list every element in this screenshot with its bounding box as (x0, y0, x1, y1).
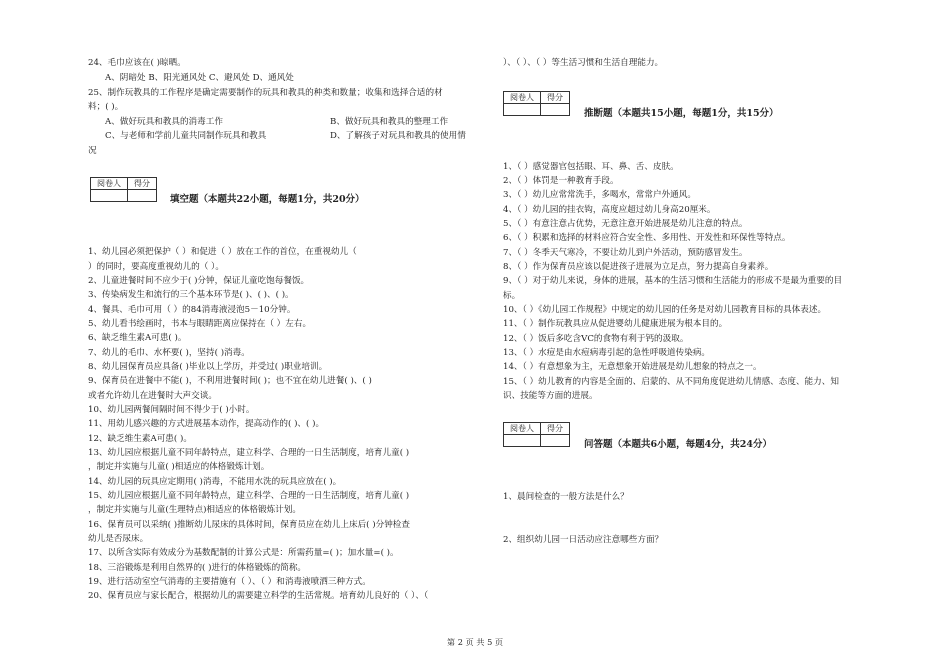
fill-line-14: 12、缺乏维生素A可患( )。 (88, 434, 192, 444)
judge-line-9: 9、（ ）对于幼儿来说，身体的进展，基本的生活习惯和生活能力的形成不是最为重要的目 (503, 276, 843, 286)
question-25-stem: 25、制作玩教具的工作程序是确定需要制作的玩具和教具的种类和数量；收集和选择合适的材 (88, 88, 443, 98)
fill-line-13: 11、用幼儿感兴趣的方式进展基本动作，提高动作的( )、( )。 (88, 419, 325, 429)
score-reviewer-cell (91, 190, 128, 202)
score-points-label: 得分 (541, 423, 570, 435)
judge-line-11: 11、（ ）制作玩教具应从促进婴幼儿健康进展为根本目的。 (503, 319, 728, 329)
fill-line-19: ，制定并实施与儿童(生理特点)相适应的体格锻炼计划。 (88, 505, 301, 515)
score-box-fill (90, 177, 157, 202)
judge-line-2: 2、（ ）体罚是一种教育手段。 (503, 176, 619, 186)
judge-line-1: 1、（ ）感觉器官包括眼、耳、鼻、舌、皮肤。 (503, 162, 679, 172)
score-points-label: 得分 (128, 178, 157, 190)
fill-line-3: 2、儿童进餐时间不应少于( )分钟，保证儿童吃饱每餐饭。 (88, 276, 310, 286)
fill-line-23: 18、三浴锻炼是利用自然界的( )进行的体格锻炼的简称。 (88, 563, 307, 573)
fill-line-1: 1、幼儿园必须把保护（ ）和促进（ ）放在工作的首位，在重视幼儿（ (88, 247, 357, 257)
question-25-option-b: B、做好玩具和教具的整理工作 (330, 117, 449, 127)
judge-line-3: 3、（ ）幼儿应常常洗手，多喝水，常常户外通风。 (503, 190, 696, 200)
fill-line-8: 7、幼儿的毛巾、水杯要( )，坚持( )消毒。 (88, 348, 250, 358)
essay-question-2: 2、组织幼儿园一日活动应注意哪些方面？ (503, 535, 664, 545)
score-reviewer-label: 阅卷人 (91, 178, 128, 190)
fill-line-10: 9、保育员在进餐中不能( )，不利用进餐时间( )；也不宜在幼儿进餐( )、( ) (88, 376, 372, 386)
fill-line-7: 6、缺乏维生素A可患( )。 (88, 333, 187, 343)
judge-line-14: 14、（ ）有意想象为主，无意想象开始进展是幼儿想象的特点之一。 (503, 362, 762, 372)
score-points-cell (128, 190, 157, 202)
fill-line-22: 17、以所含实际有效成分为基数配制的计算公式是：所需药量=( )；加水量=( )。 (88, 548, 399, 558)
fill-line-5: 4、餐具、毛巾可用（ ）的84消毒液浸泡5－10分钟。 (88, 305, 296, 315)
score-reviewer-label: 阅卷人 (504, 423, 541, 435)
score-box-essay (503, 422, 570, 447)
fill-line-18: 15、幼儿园应根据儿童不同年龄特点，建立科学、合理的一日生活制度，培育儿童( ) (88, 491, 410, 501)
page-footer: 第 2 页 共 5 页 (446, 637, 504, 647)
judge-line-6: 6、（ ）积累和选择的材料应符合安全性、多用性、开发性和环保性等特点。 (503, 233, 791, 243)
judge-line-10: 10、（ ）《幼儿园工作规程》中规定的幼儿园的任务是对幼儿园教育目标的具体表述。 (503, 305, 827, 315)
question-25-option-d-cont: 况 (88, 146, 97, 156)
question-24-options: A、阴暗处 B、阳光通风处 C、避风处 D、通风处 (105, 73, 294, 83)
fill-line-24: 19、进行活动室空气消毒的主要措施有（ ）、（ ）和消毒液喷洒三种方式。 (88, 577, 371, 587)
judge-line-4: 4、（ ）幼儿园的挂衣钩，高度应超过幼儿身高20厘米。 (503, 205, 716, 215)
fill-line-11: 或者允许幼儿在进餐时大声交谈。 (88, 391, 217, 401)
question-24-stem: 24、毛巾应该在( )晾晒。 (88, 58, 186, 68)
judge-line-15: 15、（ ）幼儿教育的内容是全面的、启蒙的、从不同角度促进幼儿情感、态度、能力、知 (503, 377, 839, 387)
fill-line-21: 幼儿是否尿床。 (88, 534, 149, 544)
fill-line-9: 8、幼儿园保育员应具备( )毕业以上学历，并受过( )职业培训。 (88, 362, 328, 372)
fill-line-12: 10、幼儿园两餐间隔时间不得少于( )小时。 (88, 405, 255, 415)
fill-line-2: ）的同时，要高度重视幼儿的（ ）。 (88, 262, 224, 272)
judge-section-title: 推断题（本题共15小题，每题1分，共15分） (584, 108, 779, 119)
score-reviewer-cell (504, 104, 541, 116)
fill-line-6: 5、幼儿看书绘画时，书本与眼睛距离应保持在（ ）左右。 (88, 319, 312, 329)
essay-section-title: 问答题（本题共6小题，每题4分，共24分） (584, 439, 772, 450)
essay-question-1: 1、晨间检查的一般方法是什么？ (503, 492, 629, 502)
judge-line-13: 13、（ ）水痘是由水痘病毒引起的急性呼吸道传染病。 (503, 348, 711, 358)
fill-line-25: 20、保育员应与家长配合，根据幼儿的需要建立科学的生活常规。培育幼儿良好的（ ）、（ (88, 591, 429, 601)
question-25-option-d: D、了解孩子对玩具和教具的使用情 (330, 131, 466, 141)
judge-line-8: 8、（ ）作为保育员应该以促进孩子进展为立足点，努力提高自身素养。 (503, 262, 774, 272)
fill-line-16: ，制定并实施与儿童( )相适应的体格锻炼计划。 (88, 462, 270, 472)
fill-line-17: 14、幼儿园的玩具应定期用( )消毒，不能用水洗的玩具应放在( )。 (88, 477, 342, 487)
judge-line-5: 5、（ ）有意注意占优势，无意注意开始进展是幼儿注意的特点。 (503, 219, 748, 229)
judge-line-7: 7、（ ）冬季天气寒冷，不要让幼儿到户外活动，预防感冒发生。 (503, 248, 748, 258)
score-points-cell (541, 435, 570, 447)
score-points-cell (541, 104, 570, 116)
fill-line-20: 16、保育员可以采纳( )推断幼儿尿床的具体时间，保育员应在幼儿上床后( )分钟检查 (88, 520, 410, 530)
score-points-label: 得分 (541, 92, 570, 104)
score-box-judge (503, 91, 570, 116)
judge-line-9-cont: 标。 (503, 291, 521, 301)
judge-line-15-cont: 识、技能等方面的进展。 (503, 391, 598, 401)
question-25-stem-cont: 料；( )。 (88, 102, 124, 112)
judge-line-12: 12、（ ）饭后多吃含VC的食物有利于钙的汲取。 (503, 334, 689, 344)
fill-section-title: 填空题（本题共22小题，每题1分，共20分） (170, 194, 365, 205)
score-reviewer-label: 阅卷人 (504, 92, 541, 104)
question-25-option-a: A、做好玩具和教具的消毒工作 (105, 117, 223, 127)
fill-line-4: 3、传染病发生和流行的三个基本环节是( )、( )、( )。 (88, 290, 294, 300)
fill-line-15: 13、幼儿园应根据儿童不同年龄特点，建立科学、合理的一日生活制度，培育儿童( ) (88, 448, 410, 458)
question-25-option-c: C、与老师和学前儿童共同制作玩具和教具 (105, 131, 267, 141)
score-reviewer-cell (504, 435, 541, 447)
continued-line: ）、（ ）、（ ）等生活习惯和生活自理能力。 (503, 58, 664, 68)
